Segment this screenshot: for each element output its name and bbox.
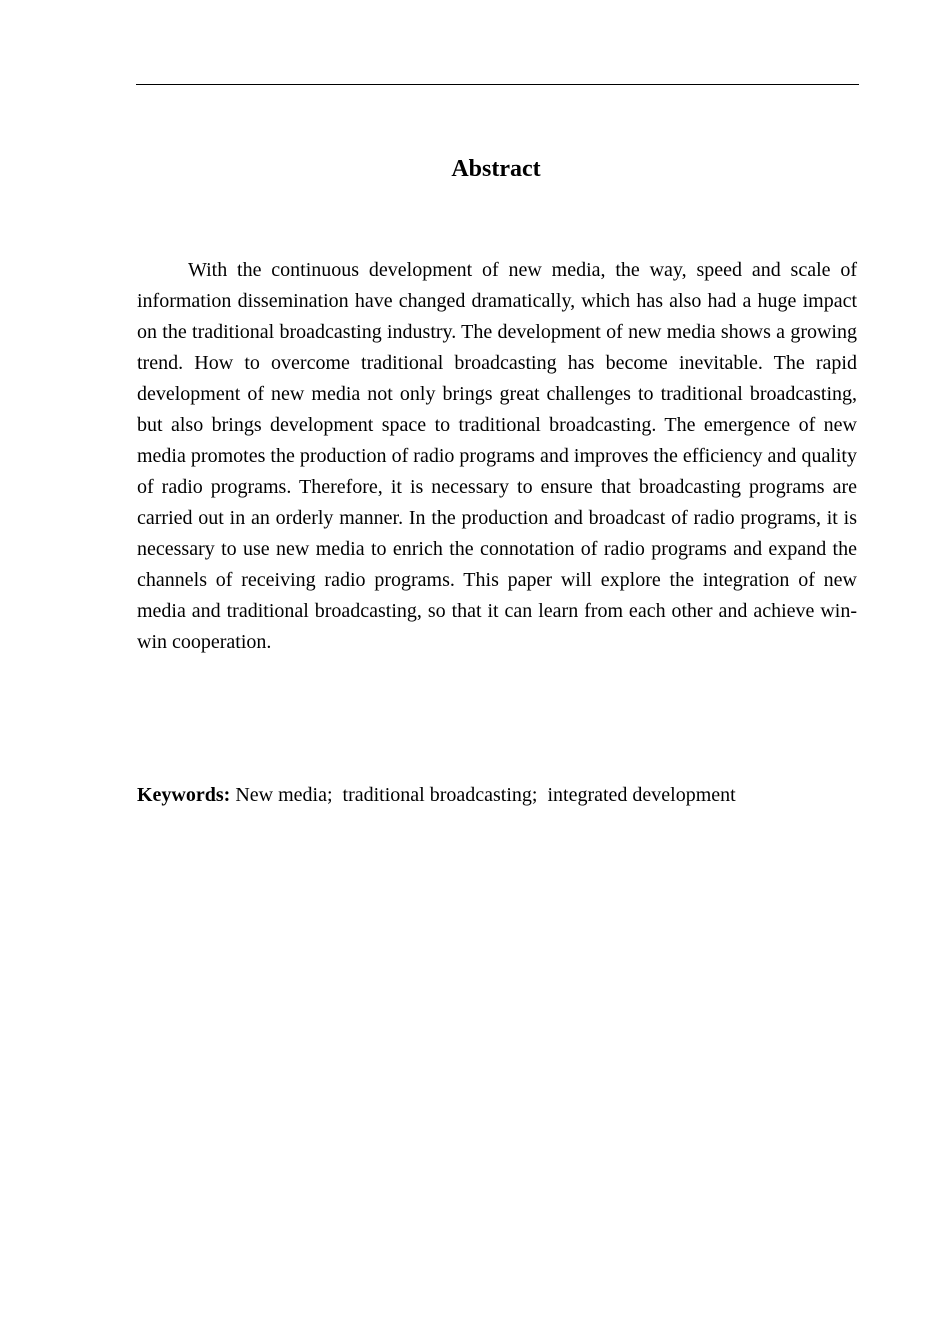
abstract-title: Abstract [451,156,541,182]
abstract-paragraph: With the continuous development of new media, the way, speed and scale of information dissemination have changed dramatically, which has also had a huge impact on the traditional broadcasting industry. The development of new media shows a growing trend. How to overcome traditional broadcasting has become inevitable. The rapid development of new media not only brings great challenges to traditional broadcasting, but also brings development space to traditional broadcasting. The emergence of new media promotes the production of radio programs and improves the efficiency and quality of radio programs. Therefore, it is necessary to ensure that broadcasting programs are carried out in an orderly manner. In the production and broadcast of radio programs, it is necessary to use new media to enrich the connotation of radio programs and expand the channels of receiving radio programs. This paper will explore the integration of new media and traditional broadcasting, so that it can learn from each other and achieve win-win cooperation. [137,259,857,653]
keywords-line [137,780,857,811]
keywords-list: New media; traditional broadcasting; integrated development [230,784,736,806]
header-rule [136,84,859,85]
keywords-label: Keywords: [137,784,231,806]
